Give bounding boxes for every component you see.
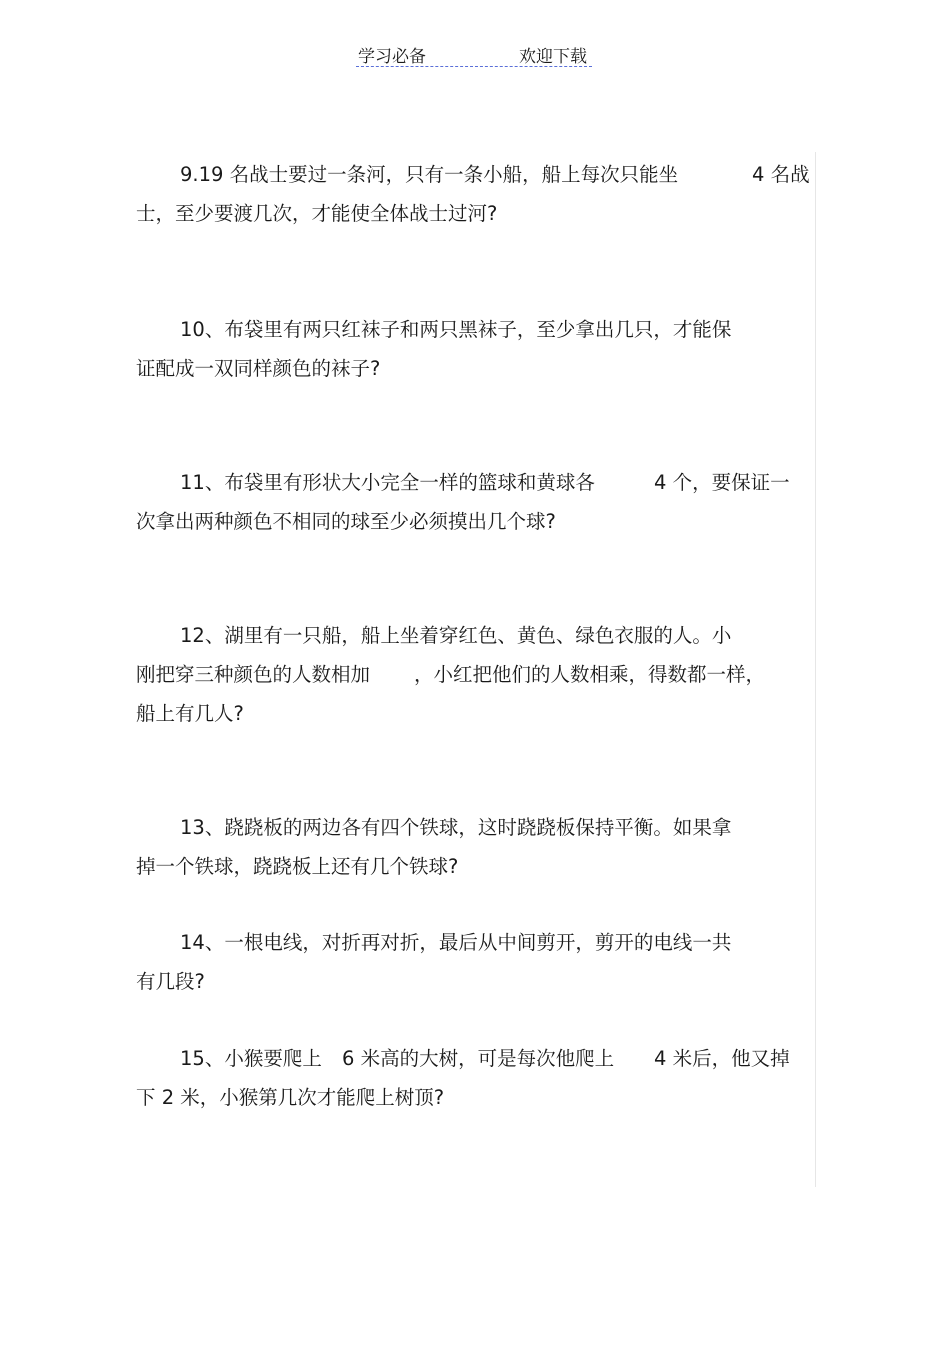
question-15-line1a: 15、小猴要爬上 — [180, 1047, 322, 1070]
question-11-line1b: 4 个，要保证一 — [654, 471, 790, 494]
question-15-line1c: 4 米后，他又掉 — [654, 1047, 790, 1070]
question-9 — [136, 155, 816, 233]
question-12-line3: 船上有几人? — [136, 702, 244, 725]
question-15-line2: 下 2 米，小猴第几次才能爬上树顶? — [136, 1086, 445, 1109]
question-11-line2: 次拿出两种颜色不相同的球至少必须摸出几个球? — [136, 510, 556, 533]
question-11 — [136, 463, 816, 541]
question-12-line2a: 刚把穿三种颜色的人数相加 — [136, 663, 371, 686]
question-10 — [136, 310, 816, 388]
question-12 — [136, 616, 816, 733]
question-13-line2: 掉一个铁球，跷跷板上还有几个铁球? — [136, 855, 459, 878]
question-10-line2: 证配成一双同样颜色的袜子? — [136, 357, 381, 380]
question-11-line1a: 11、布袋里有形状大小完全一样的篮球和黄球各 — [180, 471, 595, 494]
header-left-text: 学习必备 — [358, 47, 426, 67]
question-9-line1b: 4 名战 — [752, 163, 810, 186]
question-9-line2: 士，至少要渡几次，才能使全体战士过河? — [136, 202, 498, 225]
question-14-line1: 14、一根电线，对折再对折，最后从中间剪开，剪开的电线一共 — [180, 931, 732, 954]
header-right-text: 欢迎下载 — [519, 47, 587, 67]
question-12-line2b: ，小红把他们的人数相乘，得数都一样， — [414, 663, 766, 686]
question-10-line1: 10、布袋里有两只红袜子和两只黑袜子，至少拿出几只，才能保 — [180, 318, 732, 341]
question-13 — [136, 808, 816, 886]
question-9-line1a: 9.19 名战士要过一条河，只有一条小船，船上每次只能坐 — [180, 163, 679, 186]
page-header — [356, 40, 592, 67]
question-12-line1: 12、湖里有一只船，船上坐着穿红色、黄色、绿色衣服的人。小 — [180, 624, 732, 647]
question-14-line2: 有几段? — [136, 970, 205, 993]
question-14 — [136, 923, 816, 1001]
question-15-line1b: 6 米高的大树，可是每次他爬上 — [342, 1047, 615, 1070]
question-13-line1: 13、跷跷板的两边各有四个铁球，这时跷跷板保持平衡。如果拿 — [180, 816, 732, 839]
question-15 — [136, 1039, 816, 1117]
